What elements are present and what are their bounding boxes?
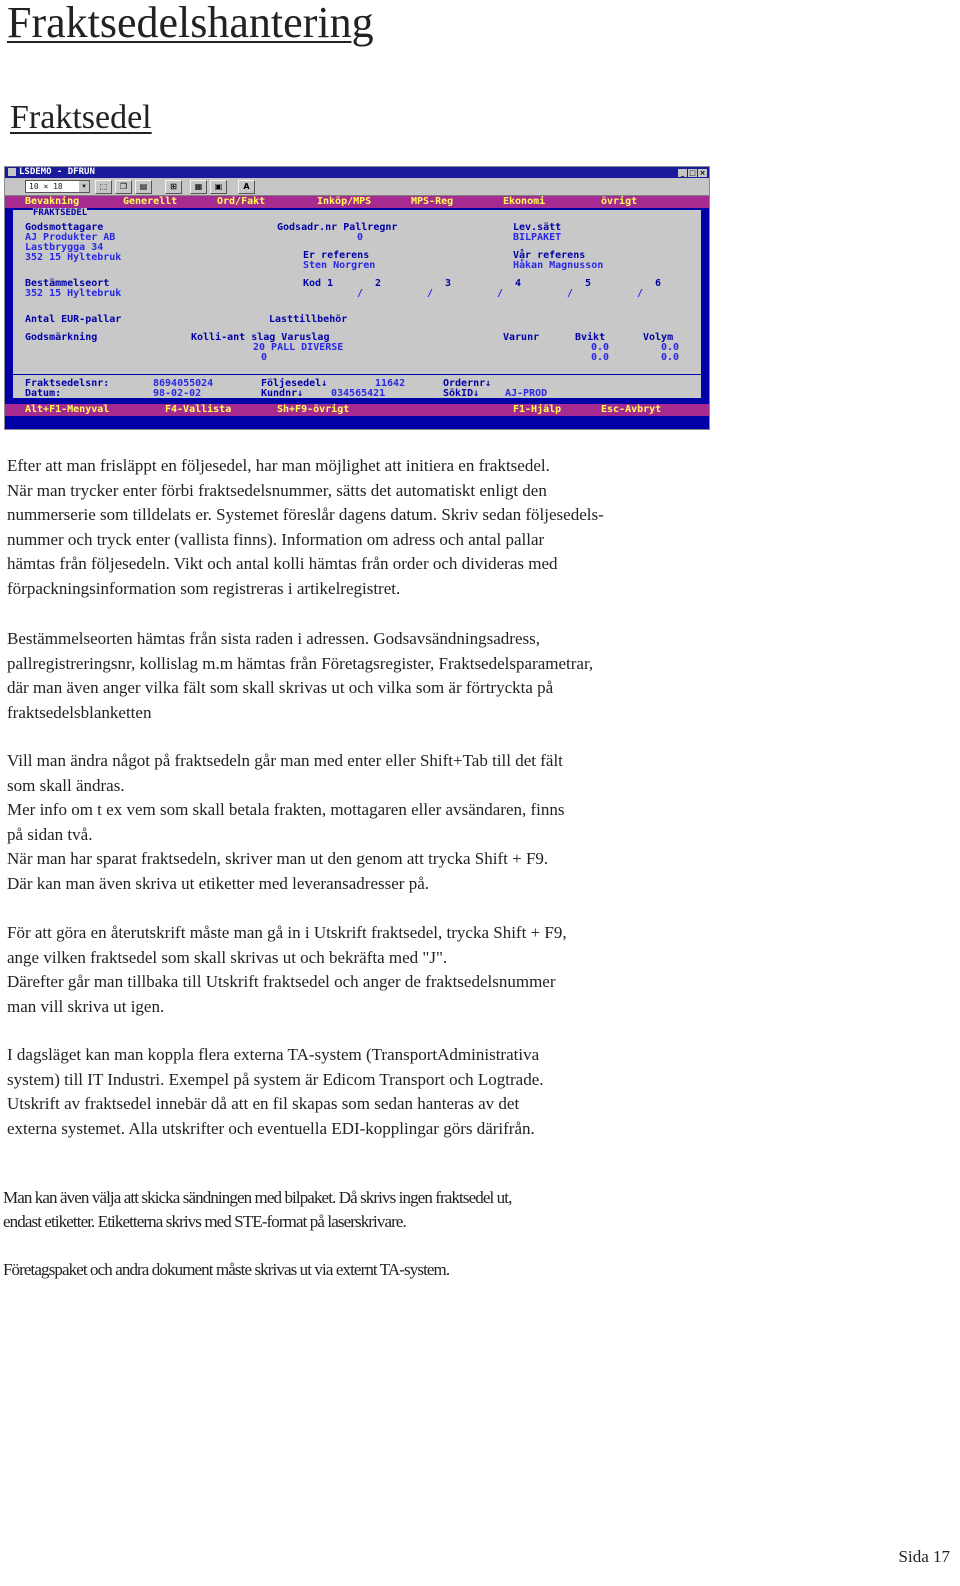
- menu-item-ekonomi[interactable]: Ekonomi: [503, 196, 546, 207]
- fraktsedel-form: [13, 210, 701, 398]
- font-size-value: 10 × 18: [29, 182, 63, 191]
- label-er-referens: Er referens: [303, 250, 370, 261]
- label-sokid: SökID↓: [443, 388, 480, 399]
- label-antal-eur-pallar: Antal EUR-pallar: [25, 314, 122, 325]
- menu-item-mps-reg[interactable]: MPS-Reg: [411, 196, 454, 207]
- paragraph-foretagspaket: [3, 1258, 743, 1282]
- text-line: förpackningsinformation som registreras i artikelregistret.: [7, 578, 401, 598]
- window-toolbar: [5, 178, 709, 196]
- paragraph-aterutskrift: [7, 921, 747, 1019]
- text-line: ange vilken fraktsedel som skall skrivas ut och bekräfta med "J".: [7, 947, 448, 967]
- fkey-ovrigt[interactable]: Sh+F9-övrigt: [277, 404, 350, 415]
- dos-screen: [5, 196, 709, 429]
- menu-item-inkop-mps[interactable]: Inköp/MPS: [317, 196, 372, 207]
- page-number: Sida 17: [898, 1547, 950, 1566]
- text-line: pallregistreringsnr, kollislag m.m hämtas från Företagsregister, Fraktsedelsparametrar,: [7, 653, 594, 673]
- text-line: Vill man ändra något på fraktsedeln går man med enter eller Shift+Tab till det fält: [7, 751, 563, 770]
- text-line: nummerserie som tilldelats er. Systemet föreslår dagens datum. Skriv sedan följesedels-: [7, 505, 604, 524]
- app-icon: [8, 168, 16, 176]
- label-bvikt: Bvikt: [575, 332, 606, 343]
- label-foljesedel: Följesedel↓: [261, 378, 328, 389]
- paragraph-ta-system: [7, 1043, 747, 1141]
- label-varunr: Varunr: [503, 332, 540, 343]
- label-godsadr-pallregnr: Godsadr.nr Pallregnr: [277, 222, 398, 233]
- label-volym: Volym: [643, 332, 674, 343]
- text-line: fraktsedelsblanketten: [7, 702, 152, 722]
- chevron-down-icon: ▼: [79, 181, 89, 192]
- label-ordernr: Ordernr↓: [443, 378, 492, 389]
- text-line: endast etiketter. Etiketterna skrivs med STE-format på laserskrivare.: [3, 1212, 406, 1231]
- field-lev-satt[interactable]: BILPAKET: [513, 232, 562, 243]
- minimize-icon[interactable]: _: [678, 169, 687, 177]
- field-bvikt-1[interactable]: 0.0: [591, 342, 610, 353]
- text-line: nummer och tryck enter (vallista finns). Information om adress och antal pallar: [7, 529, 545, 549]
- text-line: där man även anger vilka fält som skall skrivas ut och vilka som är förtryckta på: [7, 678, 554, 697]
- label-kod-2: 2: [375, 278, 382, 289]
- field-volym-2[interactable]: 0.0: [661, 352, 680, 363]
- text-line: När man trycker enter förbi fraktsedelsnummer, sätts det automatiskt enligt den: [7, 480, 547, 500]
- page-title: Fraktsedelshantering: [7, 0, 374, 47]
- label-kod: Kod 1: [303, 278, 334, 289]
- text-line: Företagspaket och andra dokument måste skrivas ut via externt TA-system.: [3, 1260, 450, 1279]
- field-datum[interactable]: 98-02-02: [153, 388, 202, 399]
- paragraph-bilpaket: [3, 1186, 743, 1234]
- label-lasttillbehor: Lasttillbehör: [269, 314, 348, 325]
- copy-icon[interactable]: ❐: [115, 180, 132, 194]
- window-title: LSDEMO - DFRUN: [19, 167, 95, 177]
- menu-bar: [5, 196, 709, 208]
- paragraph-andra: [7, 749, 747, 896]
- text-line: När man har sparat fraktsedeln, skriver man ut den genom att trycka Shift + F9.: [7, 849, 549, 868]
- form-title: FRAKTSEDEL: [33, 208, 88, 218]
- fkey-menyval[interactable]: Alt+F1-Menyval: [25, 404, 110, 415]
- field-kolli-rad2[interactable]: 0: [261, 352, 268, 363]
- label-godsmarkning: Godsmärkning: [25, 332, 98, 343]
- paragraph-initiera: [7, 454, 733, 601]
- function-key-bar: [5, 404, 709, 416]
- window-titlebar: [5, 167, 709, 178]
- label-bestammelseort: Bestämmelseort: [25, 278, 110, 289]
- field-mottagare-namn[interactable]: AJ Produkter AB: [25, 232, 116, 243]
- background-icon[interactable]: ▣: [210, 180, 227, 194]
- terminal-screenshot: [4, 166, 710, 430]
- mark-icon[interactable]: ⬚: [95, 180, 112, 194]
- field-fraktsedelsnr[interactable]: 8694055024: [153, 378, 214, 389]
- kod-field-5[interactable]: /: [637, 288, 644, 299]
- paste-icon[interactable]: ▤: [135, 180, 152, 194]
- label-var-referens: Vår referens: [513, 250, 586, 261]
- field-bestammelseort[interactable]: 352 15 Hyltebruk: [25, 288, 122, 299]
- label-kod-6: 6: [655, 278, 662, 289]
- label-kod-5: 5: [585, 278, 592, 289]
- field-mottagare-adress[interactable]: Lastbrygga 34: [25, 242, 104, 253]
- kod-field-3[interactable]: /: [497, 288, 504, 299]
- maximize-icon[interactable]: □: [689, 169, 696, 177]
- kod-field-1[interactable]: /: [357, 288, 364, 299]
- text-line: Därefter går man tillbaka till Utskrift fraktsedel och anger de fraktsedelsnummer: [7, 972, 556, 991]
- text-line: I dagsläget kan man koppla flera externa TA-system (TransportAdministrativa: [7, 1045, 540, 1064]
- field-kolli-rad1[interactable]: 20 PALL DIVERSE: [253, 342, 344, 353]
- menu-item-ovrigt[interactable]: övrigt: [601, 196, 638, 207]
- text-line: Efter att man frisläppt en följesedel, har man möjlighet att initiera en fraktsedel.: [7, 456, 550, 475]
- text-line: Utskrift av fraktsedel innebär då att en fil skapas som sedan hanteras av det: [7, 1094, 520, 1113]
- label-datum: Datum:: [25, 388, 62, 399]
- fullscreen-icon[interactable]: ⊞: [165, 180, 182, 194]
- fkey-hjalp[interactable]: F1-Hjälp: [513, 404, 562, 415]
- text-line: Mer info om t ex vem som skall betala frakten, mottagaren eller avsändaren, finns: [7, 800, 565, 819]
- field-volym-1[interactable]: 0.0: [661, 342, 680, 353]
- text-line: Där kan man även skriva ut etiketter med leveransadresser på.: [7, 873, 429, 893]
- label-kundnr: Kundnr↓: [261, 388, 304, 399]
- kod-field-4[interactable]: /: [567, 288, 574, 299]
- text-line: För att göra en återutskrift måste man gå in i Utskrift fraktsedel, trycka Shift + F9,: [7, 923, 567, 942]
- menu-item-bevakning[interactable]: Bevakning: [25, 196, 80, 207]
- close-icon[interactable]: ×: [699, 169, 706, 177]
- text-line: externa systemet. Alla utskrifter och eventuella EDI-kopplingar görs därifrån.: [7, 1118, 535, 1138]
- field-godsadr-nr[interactable]: 0: [357, 232, 364, 243]
- paragraph-bestammelseort: [7, 627, 747, 725]
- text-line: hämtas från följesedeln. Vikt och antal kolli hämtas från order och divideras med: [7, 554, 558, 573]
- field-var-referens[interactable]: Håkan Magnusson: [513, 260, 604, 271]
- field-bvikt-2[interactable]: 0.0: [591, 352, 610, 363]
- menu-item-generellt[interactable]: Generellt: [123, 196, 178, 207]
- text-line: man vill skriva ut igen.: [7, 996, 165, 1016]
- properties-icon[interactable]: ▦: [190, 180, 207, 194]
- fkey-avbryt[interactable]: Esc-Avbryt: [601, 404, 662, 415]
- field-er-referens[interactable]: Sten Norgren: [303, 260, 376, 271]
- form-divider: [13, 374, 701, 375]
- section-title: Fraktsedel: [10, 99, 152, 136]
- label-lev-satt: Lev.sätt: [513, 222, 562, 233]
- text-line: system) till IT Industri. Exempel på system är Edicom Transport och Logtrade.: [7, 1069, 544, 1089]
- label-fraktsedelsnr: Fraktsedelsnr:: [25, 378, 110, 389]
- font-size-select[interactable]: [25, 180, 90, 193]
- text-line: Man kan även välja att skicka sändningen med bilpaket. Då skrivs ingen fraktsedel ut,: [3, 1188, 512, 1207]
- font-icon[interactable]: A: [238, 180, 255, 194]
- label-kolli: Kolli-ant slag Varuslag: [191, 332, 330, 343]
- label-kod-3: 3: [445, 278, 452, 289]
- text-line: på sidan två.: [7, 824, 93, 844]
- field-sokid[interactable]: AJ-PROD: [505, 388, 548, 399]
- fkey-vallista[interactable]: F4-Vallista: [165, 404, 232, 415]
- field-kundnr[interactable]: 034565421: [331, 388, 386, 399]
- label-godsmottagare: Godsmottagare: [25, 222, 104, 233]
- text-line: som skall ändras.: [7, 775, 125, 795]
- field-mottagare-ort[interactable]: 352 15 Hyltebruk: [25, 252, 122, 263]
- label-kod-4: 4: [515, 278, 522, 289]
- text-line: Bestämmelseorten hämtas från sista raden i adressen. Godsavsändningsadress,: [7, 629, 540, 648]
- kod-field-2[interactable]: /: [427, 288, 434, 299]
- menu-item-ordfakt[interactable]: Ord/Fakt: [217, 196, 266, 207]
- field-foljesedel[interactable]: 11642: [375, 378, 406, 389]
